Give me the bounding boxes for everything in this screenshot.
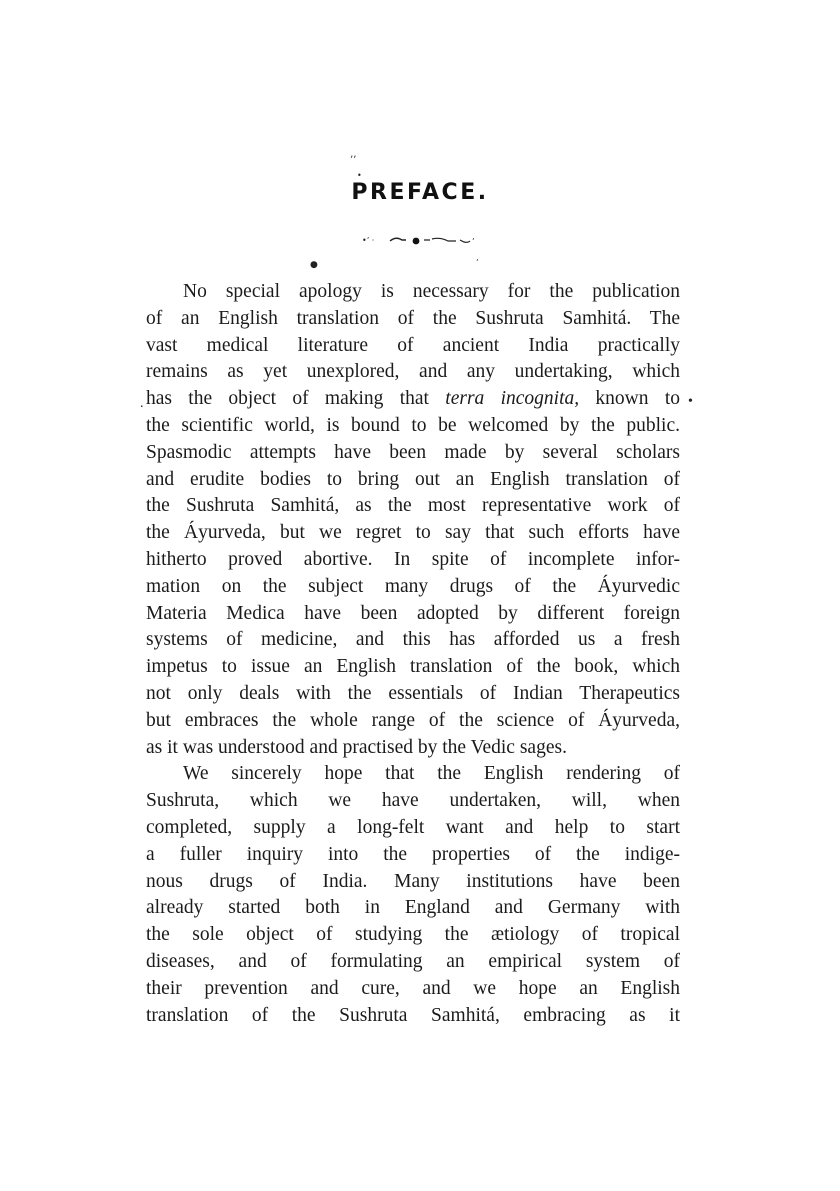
text-line: mation on the subject many drugs of the Áyurvedic xyxy=(146,575,680,597)
text-line: a fuller inquiry into the properties of the indige- xyxy=(146,843,680,865)
text-line: diseases, and of formulating an empirical system of xyxy=(146,950,680,972)
text-line: their prevention and cure, and we hope an English xyxy=(146,977,680,999)
text-line: vast medical literature of ancient India practically xyxy=(146,334,680,356)
text-line: as it was understood and practised by the Vedic sages. xyxy=(146,736,567,758)
text-line: We sincerely hope that the English rendering of xyxy=(183,763,680,785)
decorative-rule-icon xyxy=(360,232,490,250)
text-line: translation of the Sushruta Samhitá, embracing as it xyxy=(146,1004,680,1026)
text-line: the Sushruta Samhitá, as the most representative work of xyxy=(146,495,680,517)
text-line: the sole object of studying the ætiology of tropical xyxy=(146,924,680,946)
text-line: the Áyurveda, but we regret to say that such efforts have xyxy=(146,522,680,544)
svg-text:•’ ·: •’ · xyxy=(362,236,375,245)
print-speck: ’’ xyxy=(350,155,357,166)
text-line: but embraces the whole range of the science of Áyurveda, xyxy=(146,709,680,731)
text-line: and erudite bodies to bring out an English translation of xyxy=(146,468,680,490)
text-line: remains as yet unexplored, and any undertaking, which xyxy=(146,361,680,383)
print-speck: • xyxy=(357,171,362,180)
page-title: PREFACE. xyxy=(351,180,489,205)
text-line: of an English translation of the Sushruta Samhitá. The xyxy=(146,307,680,329)
text-line: Materia Medica have been adopted by different foreign xyxy=(146,602,680,624)
italic-phrase: terra incognita, xyxy=(445,388,580,410)
text-line: the scientific world, is bound to be welcomed by the public. xyxy=(146,414,680,436)
text-line: No special apology is necessary for the publication xyxy=(183,281,680,302)
preface-body xyxy=(146,279,680,1029)
text-line: hitherto proved abortive. In spite of incomplete infor- xyxy=(146,548,680,570)
text-line: systems of medicine, and this has afforded us a fresh xyxy=(146,629,680,651)
text-line: nous drugs of India. Many institutions have been xyxy=(146,870,680,892)
text-line: impetus to issue an English translation of the book, which xyxy=(146,656,680,678)
text-line: completed, supply a long-felt want and help to start xyxy=(146,816,680,838)
print-speck: ● xyxy=(310,260,318,270)
text-line: Sushruta, which we have undertaken, will, when xyxy=(146,790,680,812)
print-speck: ’ xyxy=(476,258,479,267)
svg-text:’: ’ xyxy=(472,237,475,246)
margin-dot: • xyxy=(688,394,693,409)
text-line: not only deals with the essentials of Indian Therapeutics xyxy=(146,682,680,704)
margin-dot: . xyxy=(140,396,144,411)
text-line: has the object of making that terra incognita, known to xyxy=(146,388,680,410)
text-line: already started both in England and Germany with xyxy=(146,897,680,919)
text-line: Spasmodic attempts have been made by several scholars xyxy=(146,441,680,463)
